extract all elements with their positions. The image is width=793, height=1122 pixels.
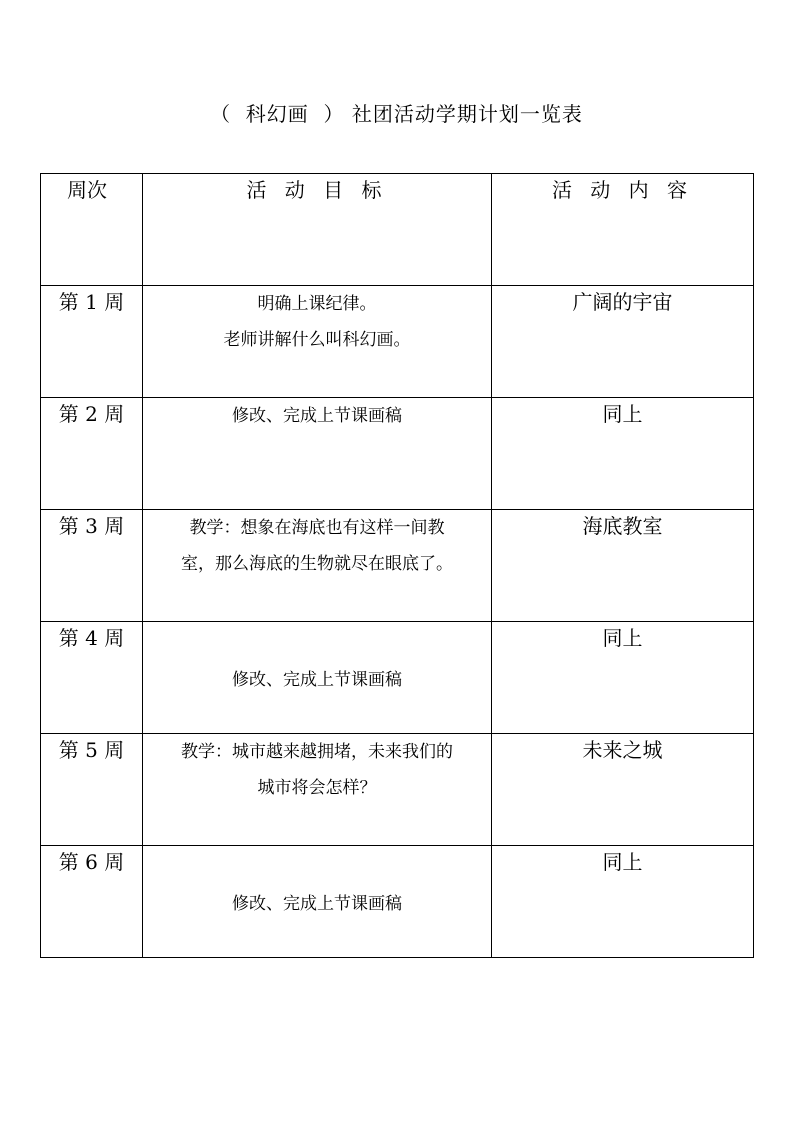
goal-line: 室，那么海底的生物就尽在眼底了。 — [181, 554, 453, 574]
goal-cell — [143, 846, 492, 958]
table-row — [41, 846, 754, 958]
page-title: （ 科幻画 ） 社团活动学期计划一览表 — [210, 102, 583, 126]
header-week: 周次 — [41, 174, 143, 286]
week-cell: 第 3 周 — [41, 510, 143, 622]
goal-line: 城市将会怎样？ — [257, 778, 377, 798]
content-cell: 同上 — [492, 846, 754, 958]
week-cell: 第 2 周 — [41, 398, 143, 510]
content-cell: 未来之城 — [492, 734, 754, 846]
goal-line: 教学：想象在海底也有这样一间教 — [189, 518, 445, 538]
week-cell: 第 4 周 — [41, 622, 143, 734]
content-cell: 同上 — [492, 398, 754, 510]
goal-cell — [143, 734, 492, 846]
content-cell: 同上 — [492, 622, 754, 734]
week-cell: 第 1 周 — [41, 286, 143, 398]
goal-cell — [143, 622, 492, 734]
week-cell: 第 6 周 — [41, 846, 143, 958]
goal-line: 明确上课纪律。 — [257, 294, 377, 314]
week-cell: 第 5 周 — [41, 734, 143, 846]
goal-cell — [143, 398, 492, 510]
goal-cell — [143, 286, 492, 398]
goal-line: 修改、完成上节课画稿 — [232, 894, 402, 914]
content-cell: 海底教室 — [492, 510, 754, 622]
content-cell: 广阔的宇宙 — [492, 286, 754, 398]
goal-cell — [143, 510, 492, 622]
table-row — [41, 398, 754, 510]
header-content: 活 动 内 容 — [492, 174, 754, 286]
goal-line: 老师讲解什么叫科幻画。 — [223, 330, 411, 350]
table-row — [41, 286, 754, 398]
header-goal: 活 动 目 标 — [143, 174, 492, 286]
activity-plan-table — [40, 173, 754, 958]
table-row — [41, 510, 754, 622]
goal-line: 教学：城市越来越拥堵，未来我们的 — [181, 742, 453, 762]
goal-line: 修改、完成上节课画稿 — [232, 406, 402, 426]
table-row — [41, 622, 754, 734]
goal-line: 修改、完成上节课画稿 — [232, 670, 402, 690]
table-header-row — [41, 174, 754, 286]
table-row — [41, 734, 754, 846]
